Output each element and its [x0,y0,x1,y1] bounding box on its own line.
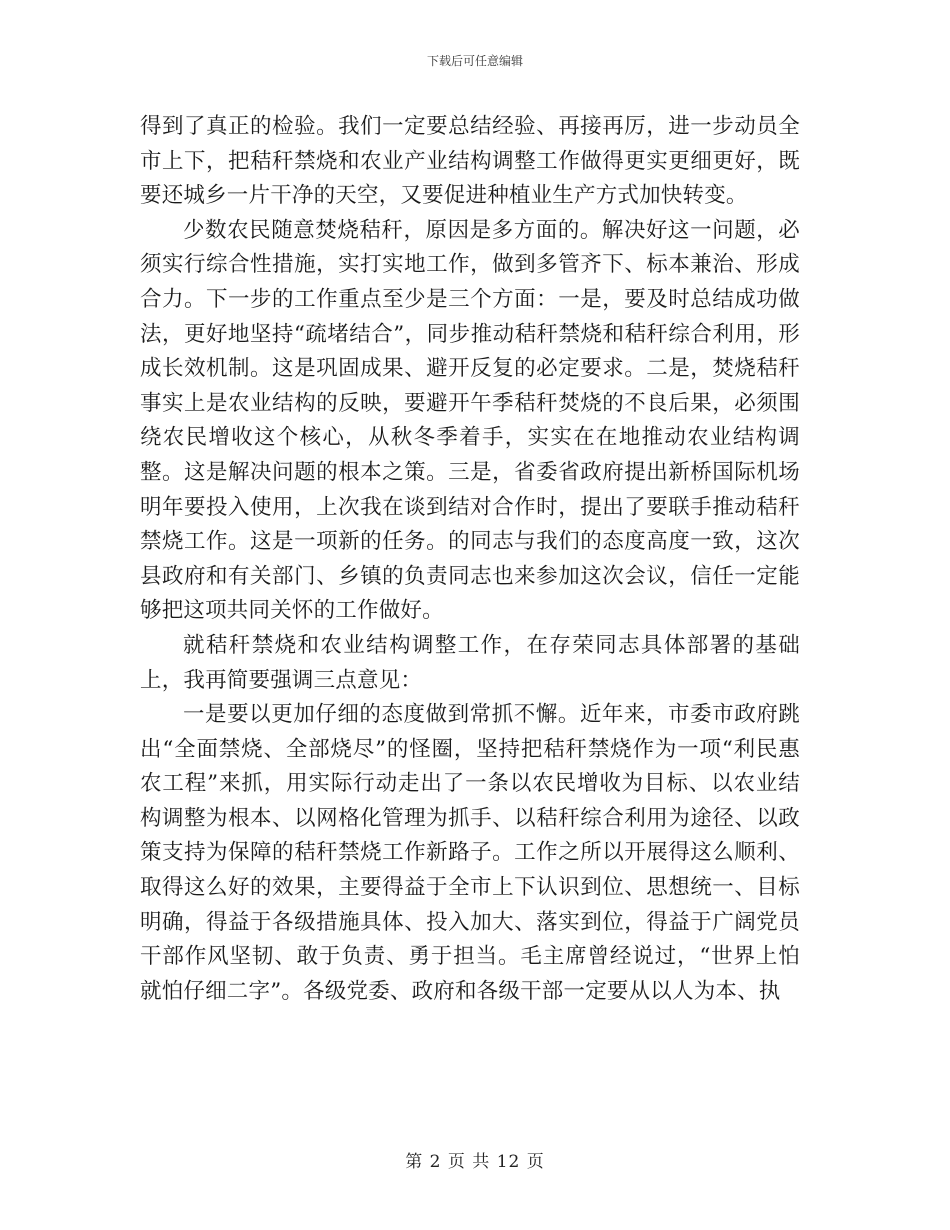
page-header-note: 下载后可任意编辑 [426,54,523,68]
paragraph-1: 得到了真正的检验。我们一定要总结经验、再接再厉，进一步动员全市上下，把秸秆禁烧和农业产业结构调整工作做得更实更细更好，既要还城乡一片干净的天空，又要促进种植业生产方式加快转变。 [140,114,800,209]
document-body [140,110,800,1009]
paragraph-2: 少数农民随意焚烧秸秆，原因是多方面的。解决好这一问题，必须实行综合性措施，实打实地工作，做到多管齐下、标本兼治、形成合力。下一步的工作重点至少是三个方面：一是，要及时总结成功做法，更好地坚持“疏堵结合”，同步推动秸秆禁烧和秸秆综合利用，形成长效机制。这是巩固成果、避开反复的必定要求。二是，焚烧秸秆事实上是农业结构的反映，要避开午季秸秆焚烧的不良后果，必须围绕农民增收这个核心，从秋冬季着手，实实在在地推动农业结构调整。这是解决问题的根本之策。三是，省委省政府提出新桥国际机场明年要投入使用，上次我在谈到结对合作时，提出了要联手推动秸秆禁烧工作。这是一项新的任务。的同志与我们的态度高度一致，这次县政府和有关部门、乡镇的负责同志也来参加这次会议，信任一定能够把这项共同关怀的工作做好。 [140,217,800,624]
paragraph-3: 就秸秆禁烧和农业结构调整工作，在存荣同志具体部署的基础上，我再简要强调三点意见： [140,632,800,693]
page-number: 第 2 页 共 12 页 [405,1152,545,1172]
paragraph-4: 一是要以更加仔细的态度做到常抓不懈。近年来，市委市政府跳出“全面禁烧、全部烧尽”的怪圈，坚持把秸秆禁烧作为一项“利民惠农工程”来抓，用实际行动走出了一条以农民增收为目标、以农业结构调整为根本、以网格化管理为抓手、以秸秆综合利用为途径、以政策支持为保障的秸秆禁烧工作新路子。工作之所以开展得这么顺利、取得这么好的效果，主要得益于全市上下认识到位、思想统一、目标明确，得益于各级措施具体、投入加大、落实到位，得益于广阔党员干部作风坚韧、敢于负责、勇于担当。毛主席曾经说过，“世界上怕就怕仔细二字”。各级党委、政府和各级干部一定要从以人为本、执 [140,702,800,1004]
